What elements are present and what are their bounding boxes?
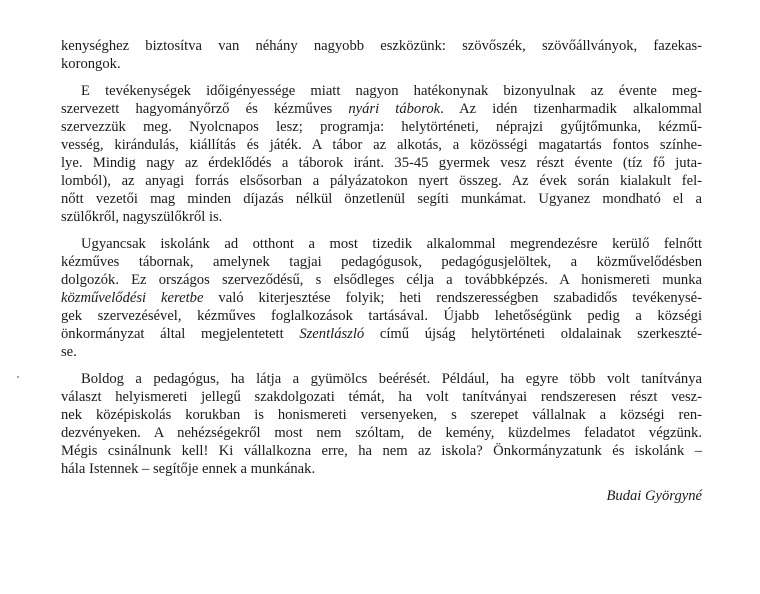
text-line <box>61 388 702 406</box>
paragraph <box>61 82 702 226</box>
body-text <box>61 37 702 478</box>
text-run: önkormányzat által megjelentetett <box>61 326 300 342</box>
text-line <box>61 424 702 442</box>
text-line <box>61 172 702 190</box>
signature-block <box>61 487 702 507</box>
text-run: Boldog a pedagógus, ha látja a gyümölcs beérését. Például, ha egyre több volt tanítványa <box>81 371 702 387</box>
text-run: való kiterjesztése folyik; heti rendszerességben szabadidős tevékenysé- <box>203 290 703 306</box>
text-run: gek szervezésével, kézműves foglalkozások tartásával. Újabb lehetőségünk pedig a községi <box>61 308 702 324</box>
text-run: kézműves tábornak, amelynek tagjai pedagógusok, pedagógusjelöltek, a közművelődésben <box>61 254 702 270</box>
text-run: választ helyismereti jellegű szakdolgozati témát, ha volt tanítványai rendszeresen részt vesz- <box>61 389 702 405</box>
text-line <box>61 37 702 55</box>
text-line <box>61 442 702 460</box>
text-line <box>61 154 702 172</box>
text-run: Ugyancsak iskolánk ad otthont a most tizedik alkalommal megrendezésre kerülő felnőtt <box>81 236 702 252</box>
text-line <box>61 82 702 100</box>
text-line <box>61 100 702 118</box>
text-line <box>61 460 702 478</box>
paragraph <box>61 370 702 478</box>
text-line <box>61 136 702 154</box>
text-line <box>61 118 702 136</box>
text-line <box>61 307 702 325</box>
text-run: hála Istennek – segítője ennek a munkának. <box>61 461 316 477</box>
text-run: lye. Mindig nagy az érdeklődés a táborok iránt. 35-45 gyermek vesz részt évente (tíz fő juta- <box>61 155 702 171</box>
text-run: se. <box>61 344 77 360</box>
text-run: lomból), az anyagi forrás elsősorban a pályázatokon nyert összeg. Az évek során kialakult fel- <box>61 173 702 189</box>
text-run: kenységhez biztosítva van néhány nagyobb eszközünk: szövőszék, szövőállványok, fazekas- <box>61 38 702 54</box>
scan-speck <box>17 376 19 378</box>
paragraph <box>61 235 702 361</box>
text-run: szülőkről, nagyszülőkről is. <box>61 209 223 225</box>
text-run: szervezett hagyományőrző és kézműves <box>61 101 349 117</box>
author-signature: Budai Györgyné <box>606 488 702 504</box>
text-run: szervezzük meg. Nyolcnapos lesz; programja: helytörténeti, néprajzi gyűjtőmunka, kézmű- <box>61 119 702 135</box>
text-line <box>61 289 702 307</box>
italic-text: közművelődési keretbe <box>61 290 204 306</box>
text-line <box>61 190 702 208</box>
text-line <box>61 235 702 253</box>
text-run: című újság helytörténeti oldalainak szerkeszté- <box>364 326 702 342</box>
text-run: Mégis csinálnunk kell! Ki vállalkozna erre, ha nem az iskola? Önkormányzatunk és iskolánk – <box>61 443 702 459</box>
text-line <box>61 343 702 361</box>
italic-text: Szentlászló <box>299 326 365 342</box>
paragraph <box>61 37 702 73</box>
text-line <box>61 406 702 424</box>
text-line <box>61 370 702 388</box>
text-line <box>61 271 702 289</box>
text-run: dolgozók. Ez országos szerveződésű, s elsődleges célja a továbbképzés. A honismereti munka <box>61 272 702 288</box>
text-line <box>61 208 702 226</box>
text-run: . Az idén tizenharmadik alkalommal <box>440 101 702 117</box>
text-run: E tevékenységek időigényessége miatt nagyon hatékonynak bizonyulnak az évente meg- <box>81 83 702 99</box>
text-line <box>61 253 702 271</box>
text-run: vesség, kirándulás, kiállítás és játék. A tábor az alkotás, a közösségi magatartás fontos színhe- <box>61 137 702 153</box>
text-run: dezvényeken. A nehézségekről most nem szóltam, de kemény, küzdelmes feladatot végzünk. <box>61 425 702 441</box>
italic-text: nyári táborok <box>348 101 441 117</box>
text-run: nek középiskolás korukban is honismereti versenyeken, s szerepet vállalnak a községi ren- <box>61 407 702 423</box>
text-line <box>61 55 702 73</box>
text-line <box>61 325 702 343</box>
text-run: korongok. <box>61 56 121 72</box>
document-page <box>61 37 702 507</box>
text-run: nőtt vezetői mag minden díjazás nélkül önzetlenül segíti munkámat. Ugyanez mondható el a <box>61 191 702 207</box>
